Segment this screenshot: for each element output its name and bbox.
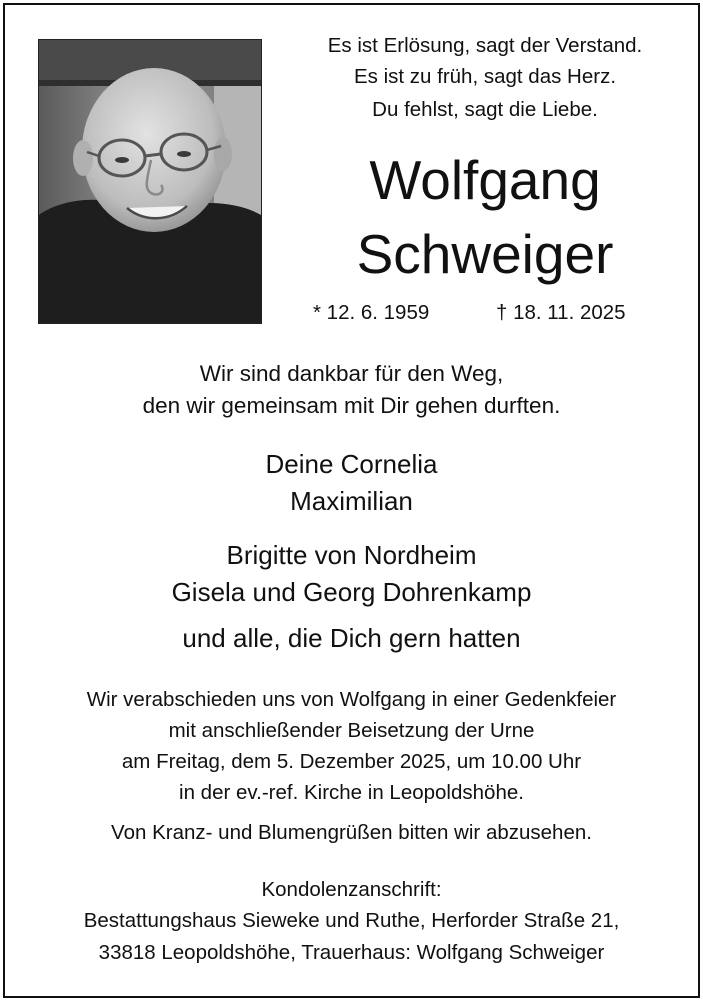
ceremony-line-2: mit anschließender Beisetzung der Urne <box>168 719 535 742</box>
death-date: † 18. 11. 2025 <box>496 301 626 324</box>
condolence-line-1: Bestattungshaus Sieweke und Ruthe, Herforder Straße 21, <box>83 909 620 932</box>
quote-line-3: Du fehlst, sagt die Liebe. <box>372 98 598 121</box>
mourner-line-1: Deine Cornelia <box>265 449 438 479</box>
quote-line-2: Es ist zu früh, sagt das Herz. <box>353 65 617 88</box>
condolence-line-2: 33818 Leopoldshöhe, Trauerhaus: Wolfgang Schweiger <box>98 941 605 964</box>
first-name: Wolfgang <box>369 149 601 211</box>
ceremony-line-4: in der ev.-ref. Kirche in Leopoldshöhe. <box>179 781 524 804</box>
ceremony-line-1: Wir verabschieden uns von Wolfgang in einer Gedenkfeier <box>86 688 617 711</box>
birth-date: * 12. 6. 1959 <box>313 301 430 324</box>
flowers-note: Von Kranz- und Blumengrüßen bitten wir abzusehen. <box>111 821 592 844</box>
last-name: Schweiger <box>356 223 614 285</box>
mourner-line-2: Maximilian <box>290 486 413 516</box>
mourner-line-5: und alle, die Dich gern hatten <box>182 623 521 653</box>
gratitude-line-1: Wir sind dankbar für den Weg, <box>199 361 504 386</box>
portrait-photo <box>38 39 262 324</box>
quote-line-1: Es ist Erlösung, sagt der Verstand. <box>327 34 643 57</box>
mourner-line-3: Brigitte von Nordheim <box>226 540 477 570</box>
condolence-heading: Kondolenzanschrift: <box>261 878 442 901</box>
ceremony-line-3: am Freitag, dem 5. Dezember 2025, um 10.00 Uhr <box>121 750 582 773</box>
gratitude-line-2: den wir gemeinsam mit Dir gehen durften. <box>142 393 561 418</box>
mourner-line-4: Gisela und Georg Dohrenkamp <box>171 577 532 607</box>
